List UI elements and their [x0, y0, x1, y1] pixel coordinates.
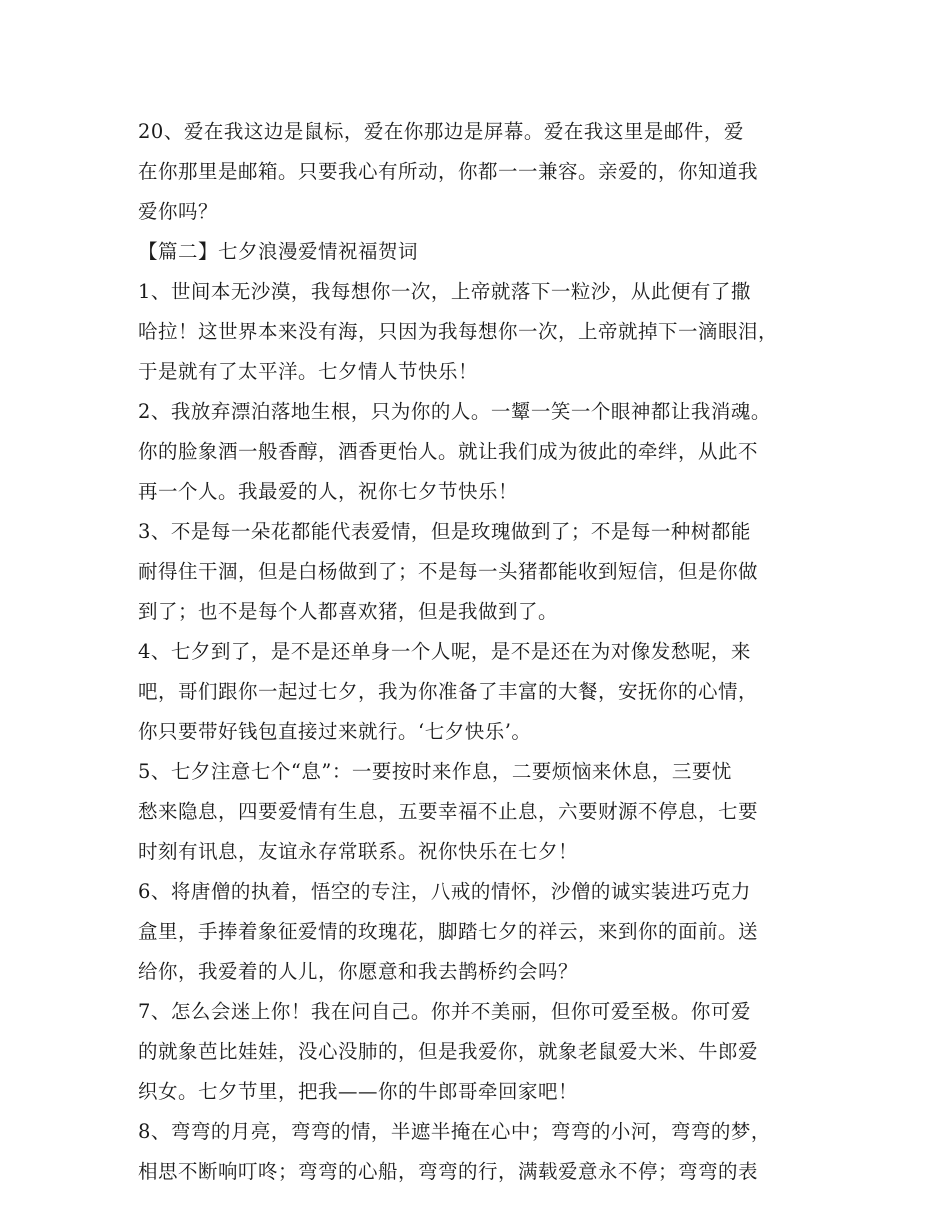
text-line: 在你那里是邮箱。只要我心有所动，你都一一兼容。亲爱的，你知道我 — [138, 160, 759, 183]
text-line: 3、不是每一朵花都能代表爱情，但是玫瑰做到了；不是每一种树都能 — [138, 520, 751, 543]
text-line: 1、世间本无沙漠，我每想你一次，上帝就落下一粒沙，从此便有了撒 — [138, 280, 751, 303]
text-line: 你的脸象酒一般香醇，酒香更怡人。就让我们成为彼此的牵绊，从此不 — [138, 440, 759, 463]
text-line: 给你，我爱着的人儿，你愿意和我去鹊桥约会吗？ — [138, 960, 579, 983]
text-line: 织女。七夕节里，把我——你的牛郎哥牵回家吧！ — [138, 1080, 579, 1103]
text-line: 到了；也不是每个人都喜欢猪，但是我做到了。 — [138, 600, 559, 623]
text-line: 8、弯弯的月亮，弯弯的情，半遮半掩在心中；弯弯的小河，弯弯的梦， — [138, 1120, 771, 1143]
text-line: 的就象芭比娃娃，没心没肺的，但是我爱你，就象老鼠爱大米、牛郎爱 — [138, 1040, 759, 1063]
text-line: 5、七夕注意七个“息”：一要按时来作息，二要烦恼来休息，三要忧 — [138, 760, 732, 783]
text-line: 于是就有了太平洋。七夕情人节快乐！ — [138, 360, 479, 383]
text-line: 吧，哥们跟你一起过七夕，我为你准备了丰富的大餐，安抚你的心情， — [138, 680, 759, 703]
text-line: 7、怎么会迷上你！我在问自己。你并不美丽，但你可爱至极。你可爱 — [138, 1000, 751, 1023]
text-line: 你只要带好钱包直接过来就行。‘七夕快乐’。 — [138, 720, 532, 743]
text-line: 6、将唐僧的执着，悟空的专注，八戒的情怀，沙僧的诚实装进巧克力 — [138, 880, 751, 903]
text-line: 盒里，手捧着象征爱情的玫瑰花，脚踏七夕的祥云，来到你的面前。送 — [138, 920, 759, 943]
text-line: 相思不断响叮咚；弯弯的心船，弯弯的行，满载爱意永不停；弯弯的表 — [138, 1160, 759, 1183]
document-body — [138, 112, 818, 1192]
text-line: 耐得住干涸，但是白杨做到了；不是每一头猪都能收到短信，但是你做 — [138, 560, 759, 583]
text-line: 再一个人。我最爱的人，祝你七夕节快乐！ — [138, 480, 519, 503]
text-line: 20、爱在我这边是鼠标，爱在你那边是屏幕。爱在我这里是邮件，爱 — [138, 120, 744, 143]
text-line: 愁来隐息，四要爱情有生息，五要幸福不止息，六要财源不停息，七要 — [138, 800, 759, 823]
text-line: 4、七夕到了，是不是还单身一个人呢，是不是还在为对像发愁呢，来 — [138, 640, 751, 663]
text-line: 2、我放弃漂泊落地生根，只为你的人。一颦一笑一个眼神都让我消魂。 — [138, 400, 771, 423]
text-line: 时刻有讯息，友谊永存常联系。祝你快乐在七夕！ — [138, 840, 579, 863]
text-line: 哈拉！这世界本来没有海，只因为我每想你一次，上帝就掉下一滴眼泪， — [138, 320, 779, 343]
text-line: 爱你吗？ — [138, 200, 219, 223]
section-heading: 【篇二】七夕浪漫爱情祝福贺词 — [138, 240, 419, 263]
